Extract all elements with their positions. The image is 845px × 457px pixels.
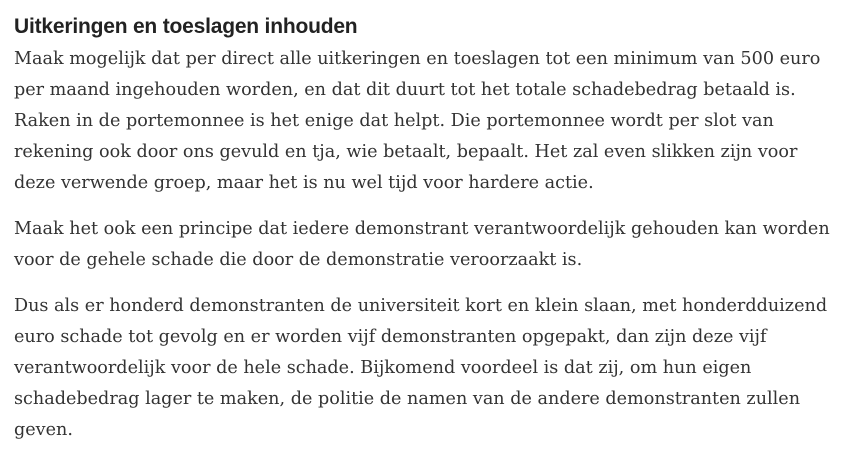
article-paragraph-1: Maak mogelijk dat per direct alle uitkeringen en toeslagen tot een minimum van 500 euro per maand ingehouden worden, en dat dit duurt tot het totale schadebedrag betaald is. Raken in de portemonnee is het enige dat helpt. Die portemonnee wordt per slot van rekening ook door ons gevuld en tja, wie betaalt, bepaalt. Het zal even slikken zijn voor deze verwende groep, maar het is nu wel tijd voor hardere actie. — [14, 49, 821, 193]
article-heading: Uitkeringen en toeslagen inhouden — [14, 15, 358, 38]
article-paragraph-2: Maak het ook een principe dat iedere demonstrant verantwoordelijk gehouden kan worden voor de gehele schade die door de demonstratie veroorzaakt is. — [14, 219, 830, 270]
article — [14, 14, 836, 446]
article-paragraph-3: Dus als er honderd demonstranten de universiteit kort en klein slaan, met honderdduizend euro schade tot gevolg en er worden vijf demonstranten opgepakt, dan zijn deze vijf verantwoordelijk voor de hele schade. Bijkomend voordeel is dat zij, om hun eigen schadebedrag lager te maken, de politie de namen van de andere demonstranten zullen geven. — [14, 296, 828, 440]
